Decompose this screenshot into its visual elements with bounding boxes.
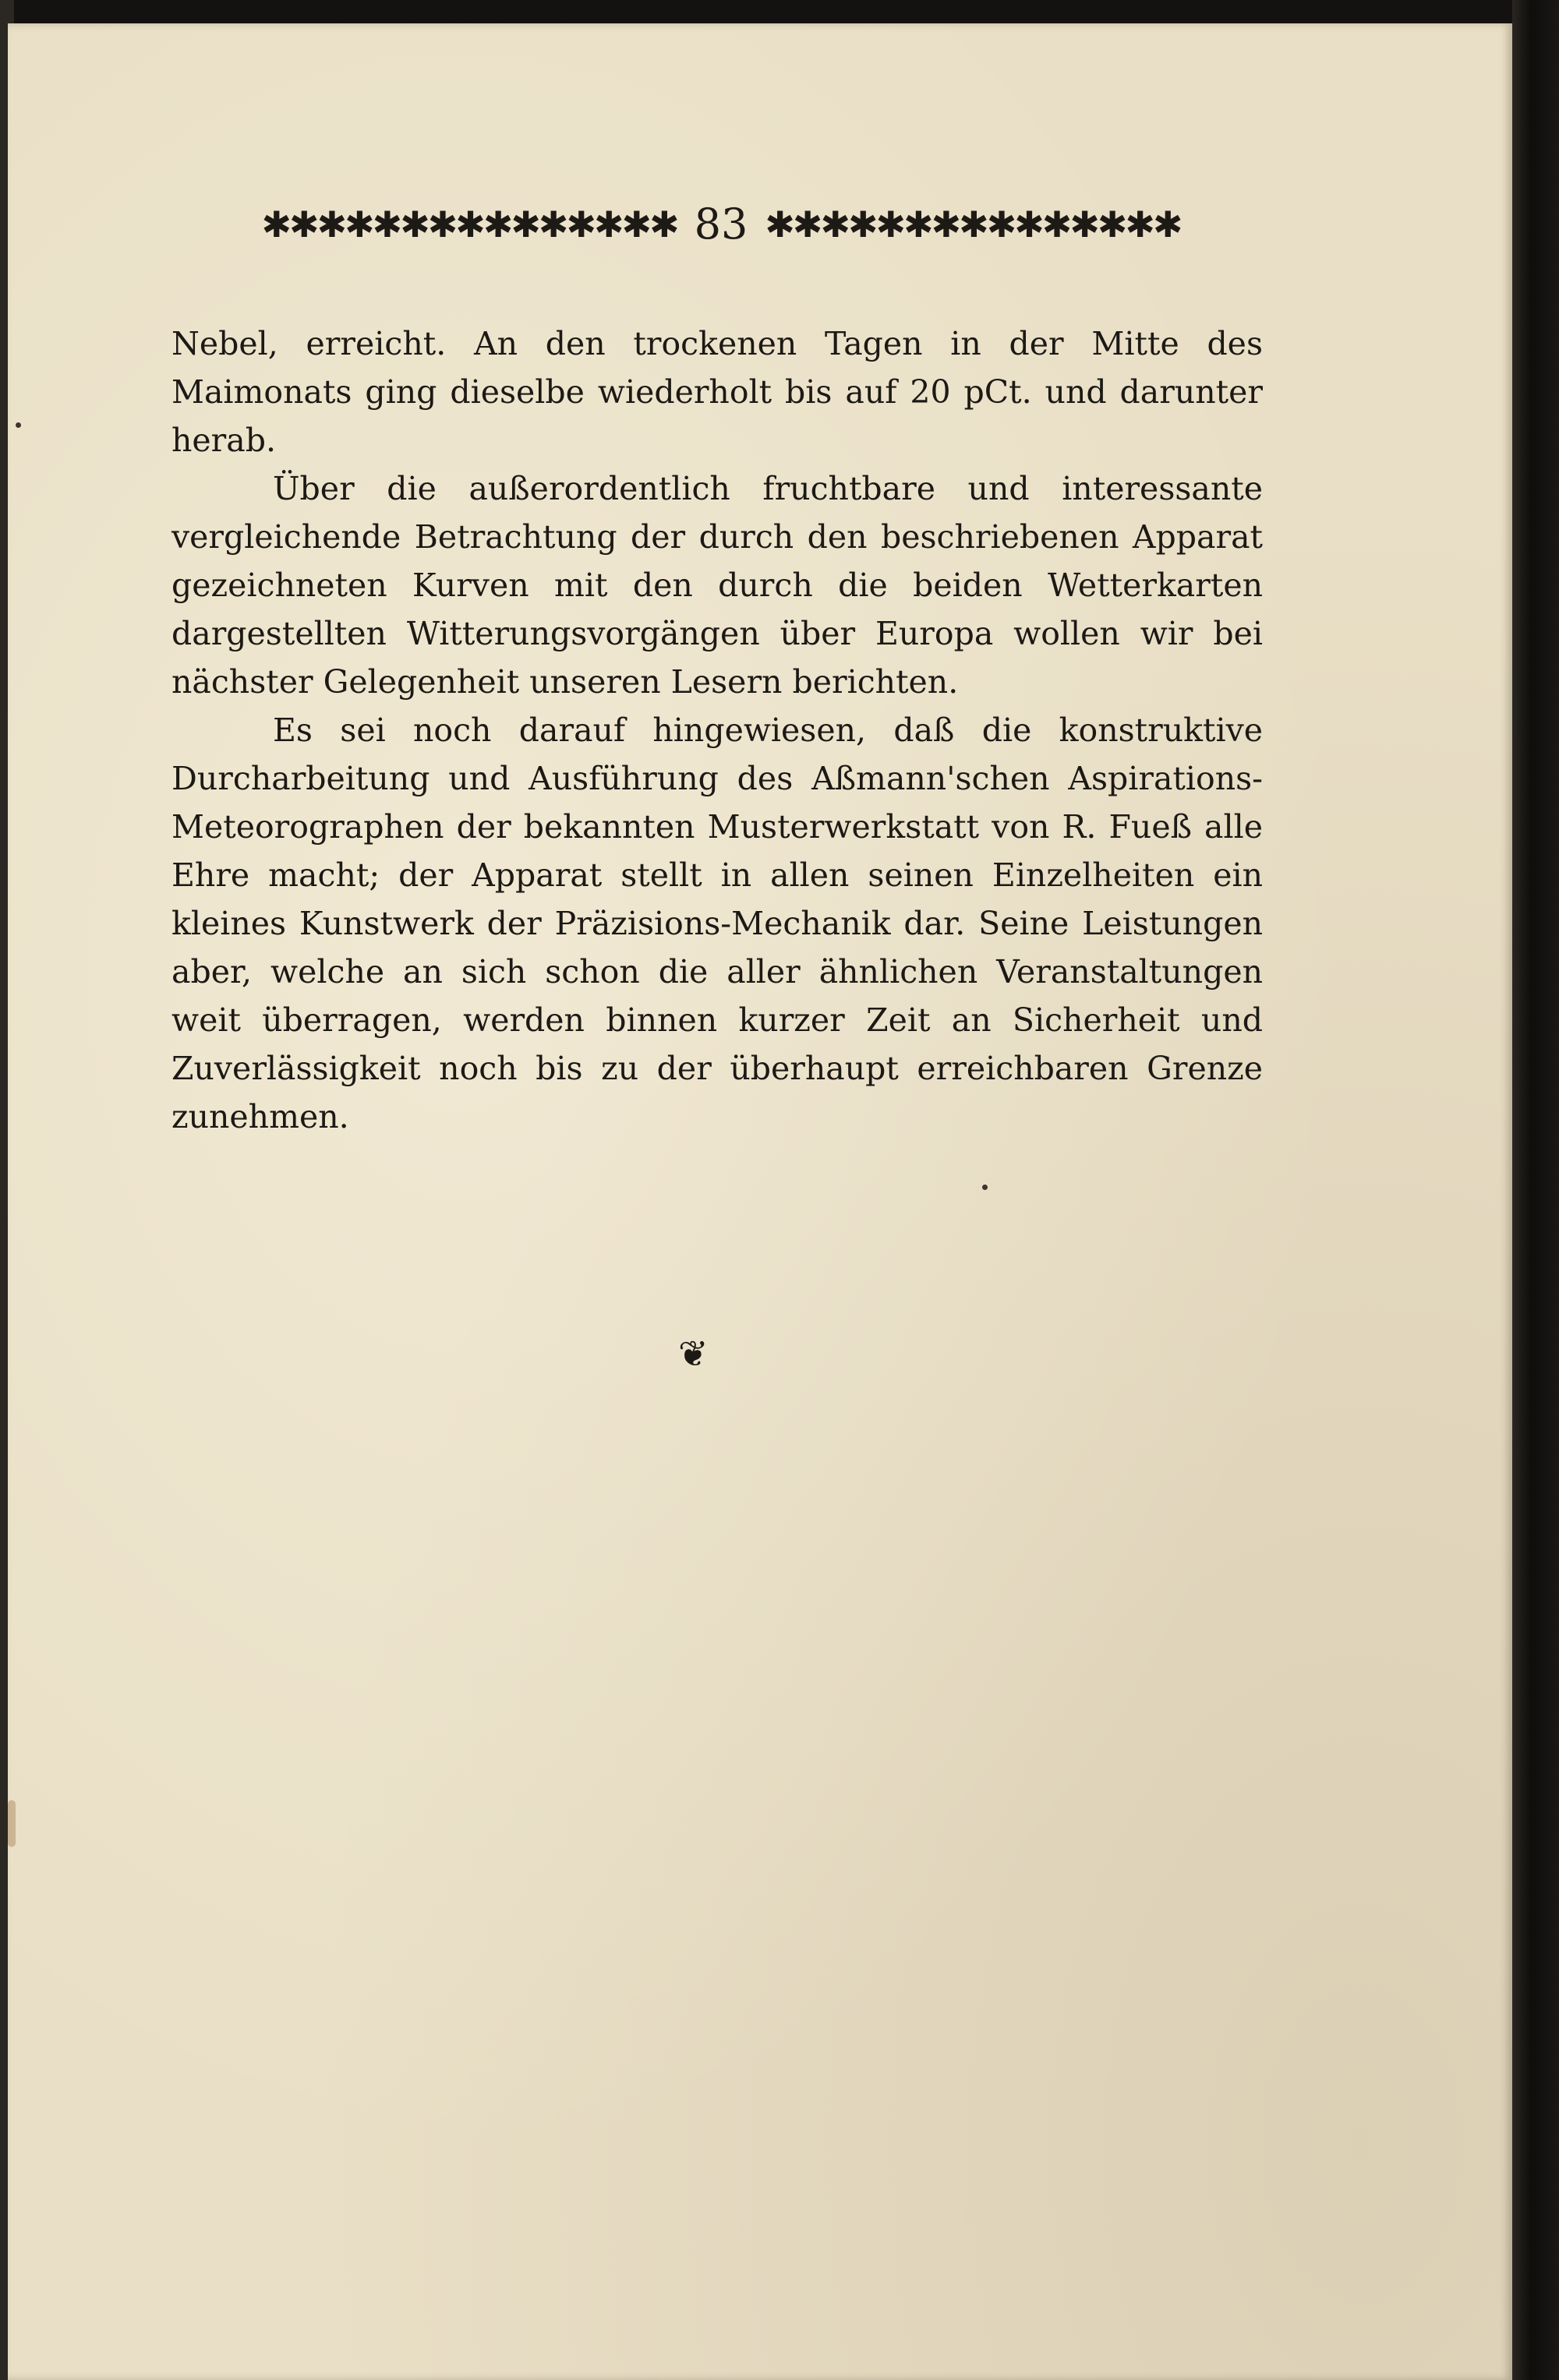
header-ornament-right: ✱✱✱✱✱✱✱✱✱✱✱✱✱✱✱ xyxy=(765,207,1181,242)
book-page xyxy=(8,23,1512,2380)
header-ornament-left: ✱✱✱✱✱✱✱✱✱✱✱✱✱✱✱ xyxy=(261,207,677,242)
paragraph-3: Es sei noch darauf hingewiesen, daß die konstruktive Durcharbeitung und Ausführung des Aßmann'schen Aspirations-Meteorographen der bekannten Musterwerkstatt von R. Fueß alle Ehre macht; der Apparat stellt in allen seinen Einzelheiten ein kleines Kunstwerk der Präzisions-Mechanik dar. Seine Leistungen aber, welche an sich schon die aller ähnlichen Veranstaltungen weit überragen, werden binnen kurzer Zeit an Sicherheit und Zuverlässigkeit noch bis zu der überhaupt erreichbaren Grenze zunehmen. xyxy=(171,712,1263,1135)
page-stain xyxy=(8,1800,16,1847)
end-fleuron-icon: ❦ xyxy=(678,1333,709,1375)
ink-speck xyxy=(982,1185,988,1190)
ink-speck xyxy=(16,422,21,428)
paragraph-2: Über die außerordentlich fruchtbare und interessante vergleichende Betrachtung der durch den beschriebenen Apparat gezeichneten Kurven mit den durch die beiden Wetterkarten dargestellten Witterungsvorgängen über Europa wollen wir bei nächster Gelegenheit unseren Lesern berichten. xyxy=(171,470,1263,701)
body-text xyxy=(171,320,1263,1141)
paragraph-1: Nebel, erreicht. An den trockenen Tagen in der Mitte des Maimonats ging dieselbe wiederholt bis auf 20 pCt. und darunter herab. xyxy=(171,325,1263,459)
book-cover-right-edge xyxy=(1512,0,1559,2380)
page-header xyxy=(179,193,1263,256)
page-number: 83 xyxy=(694,200,748,249)
